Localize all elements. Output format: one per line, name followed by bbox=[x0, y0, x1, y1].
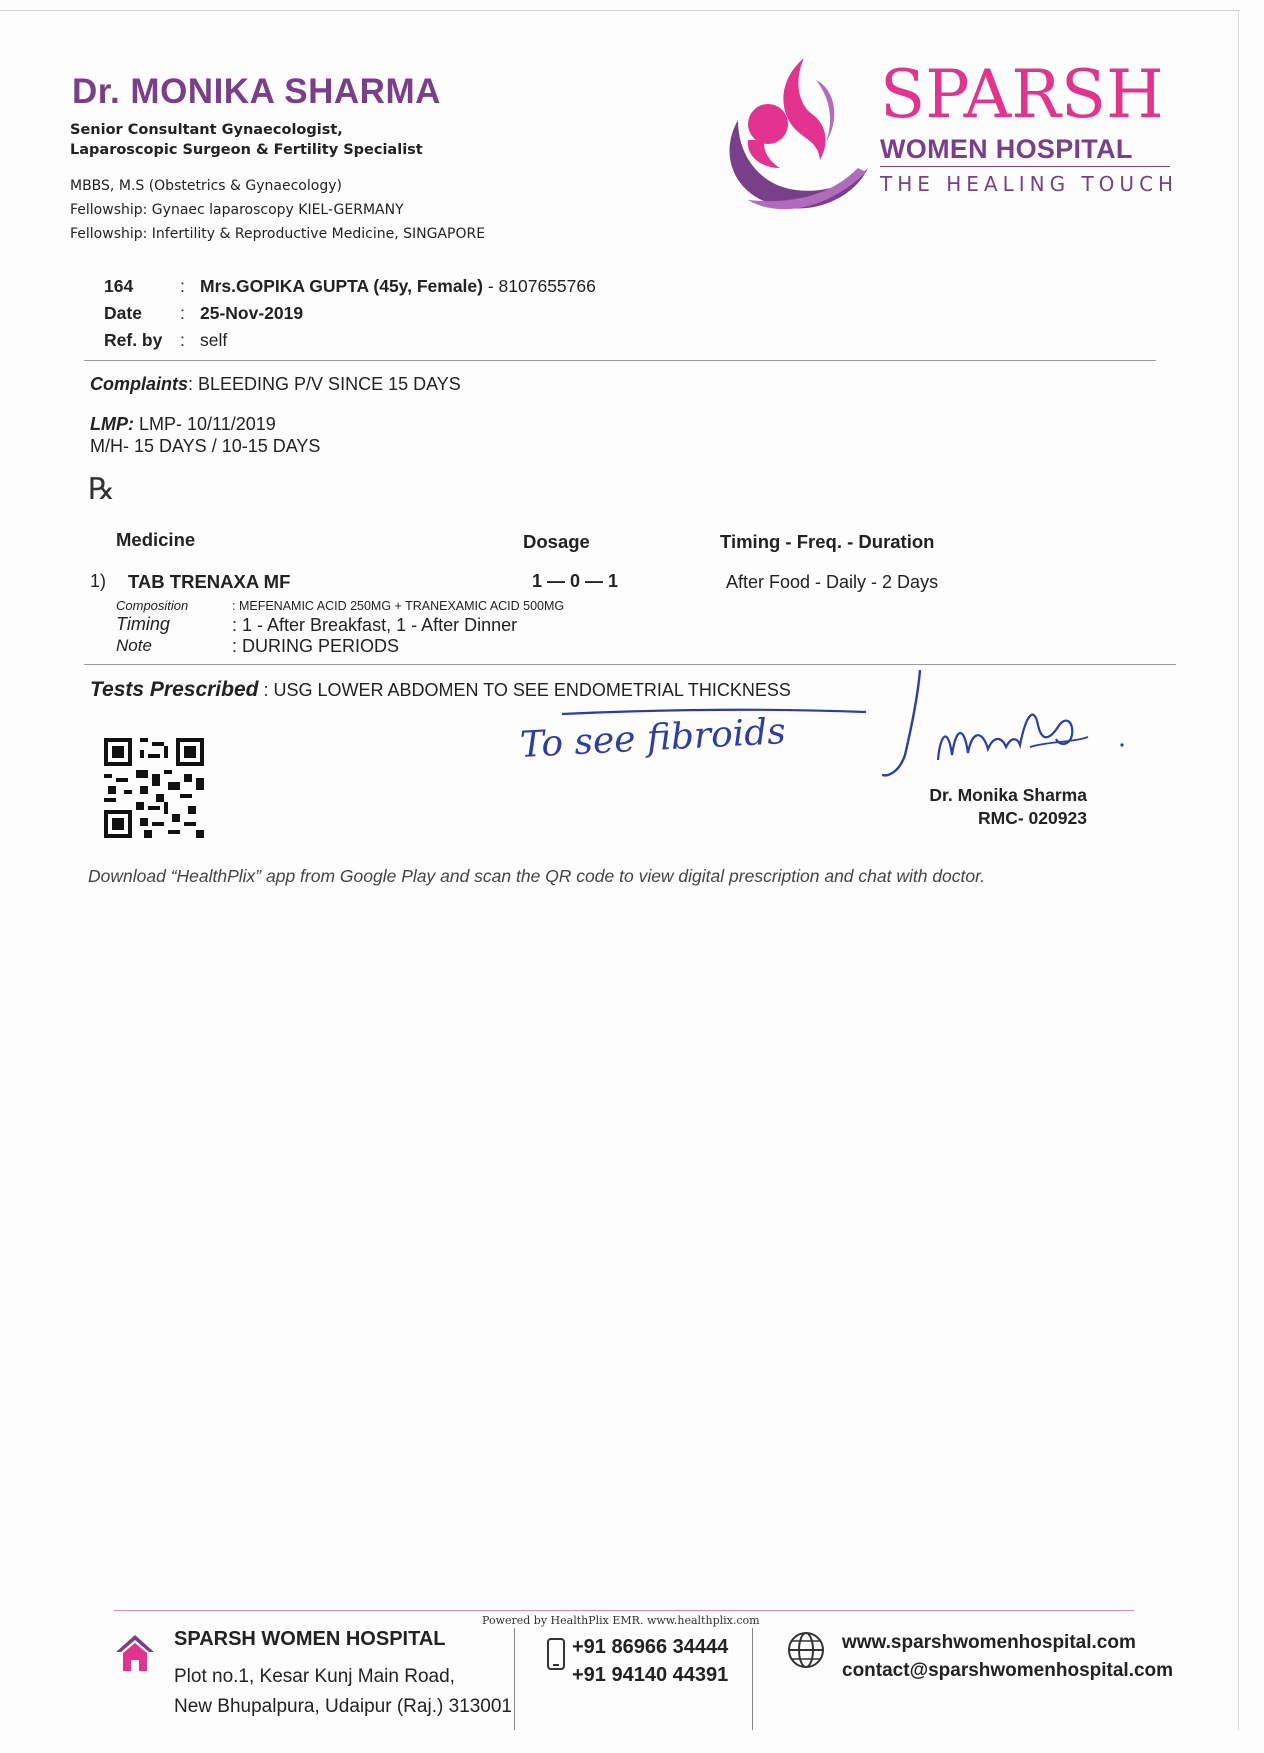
note-value: : DURING PERIODS bbox=[232, 636, 400, 656]
registration-number: RMC- 020923 bbox=[978, 808, 1087, 828]
tests-label: Tests Prescribed bbox=[90, 678, 259, 701]
footer-separator bbox=[514, 1628, 515, 1730]
signature-block bbox=[918, 784, 1087, 830]
qualification-line: Fellowship: Infertility & Reproductive Medicine, SINGAPORE bbox=[70, 226, 486, 242]
lmp-value: LMP- 10/11/2019 bbox=[134, 414, 276, 434]
medicine-name: TAB TRENAXA MF bbox=[128, 571, 291, 592]
patient-name: Mrs.GOPIKA GUPTA (45y, Female) bbox=[200, 276, 483, 296]
hospital-logo-tagline: THE HEALING TOUCH bbox=[880, 172, 1179, 196]
rx-icon: ℞ bbox=[88, 472, 115, 507]
page-top-border bbox=[0, 10, 1240, 11]
composition-value: : MEFENAMIC ACID 250MG + TRANEXAMIC ACID 500MG bbox=[232, 599, 565, 613]
doctor-signature bbox=[860, 665, 1130, 795]
page-right-border bbox=[1238, 10, 1239, 1730]
dosage-header: Dosage bbox=[523, 531, 590, 552]
mobile-phone-icon bbox=[546, 1638, 566, 1670]
globe-icon bbox=[786, 1630, 826, 1670]
qr-code-icon bbox=[104, 738, 204, 838]
qualification-line: Fellowship: Gynaec laparoscopy KIEL-GERMANY bbox=[70, 202, 404, 218]
timing-label: Timing bbox=[116, 614, 170, 634]
handwritten-note: To see fibroids bbox=[519, 711, 787, 766]
colon: : bbox=[180, 303, 185, 323]
medicine-header: Medicine bbox=[116, 529, 196, 550]
patient-ref-row bbox=[104, 330, 227, 351]
hospital-logo-subtitle: WOMEN HOSPITAL bbox=[880, 134, 1133, 164]
complaints-value: : BLEEDING P/V SINCE 15 DAYS bbox=[188, 374, 461, 394]
address-line: New Bhupalpura, Udaipur (Raj.) 313001 bbox=[174, 1696, 512, 1717]
ref-label: Ref. by bbox=[104, 330, 163, 350]
patient-phone: - 8107655766 bbox=[482, 276, 596, 296]
website-link[interactable]: www.sparshwomenhospital.com bbox=[842, 1632, 1136, 1653]
menstrual-history: M/H- 15 DAYS / 10-15 DAYS bbox=[90, 436, 321, 456]
complaints-label: Complaints bbox=[90, 374, 189, 394]
qualification-line: MBBS, M.S (Obstetrics & Gynaecology) bbox=[70, 178, 342, 194]
referred-by: self bbox=[200, 330, 228, 350]
email-link[interactable]: contact@sparshwomenhospital.com bbox=[842, 1660, 1174, 1681]
doctor-title-line: Senior Consultant Gynaecologist, bbox=[70, 122, 343, 138]
download-app-note: Download “HealthPlix” app from Google Play and scan the QR code to view digital prescription and chat with doctor. bbox=[88, 866, 986, 886]
hospital-logo-name: SPARSH bbox=[880, 56, 1164, 133]
colon: : bbox=[180, 330, 185, 350]
patient-id-row bbox=[104, 276, 596, 297]
medicine-dosage: 1 — 0 — 1 bbox=[532, 571, 619, 591]
doctor-qualifications bbox=[70, 174, 485, 246]
footer-address bbox=[174, 1662, 512, 1722]
footer-phone[interactable]: +91 94140 44391 bbox=[572, 1664, 729, 1686]
footer-separator bbox=[752, 1628, 753, 1730]
medicine-index: 1) bbox=[90, 571, 107, 591]
patient-date-row bbox=[104, 303, 303, 324]
medicine-timing: After Food - Daily - 2 Days bbox=[726, 572, 939, 592]
timing-detail: : 1 - After Breakfast, 1 - After Dinner bbox=[232, 615, 518, 635]
powered-by-text: Powered by HealthPlix EMR. www.healthplix.com bbox=[482, 1614, 760, 1627]
tests-value: : USG LOWER ABDOMEN TO SEE ENDOMETRIAL THICKNESS bbox=[258, 680, 791, 700]
logo-divider bbox=[880, 166, 1170, 167]
mother-child-hands-logo-icon bbox=[708, 50, 870, 215]
doctor-title bbox=[70, 120, 423, 160]
lmp bbox=[90, 414, 276, 435]
signer-name: Dr. Monika Sharma bbox=[929, 785, 1087, 805]
timing-header: Timing - Freq. - Duration bbox=[720, 531, 935, 552]
complaints bbox=[90, 374, 461, 395]
visit-date: 25-Nov-2019 bbox=[200, 303, 304, 323]
home-icon bbox=[114, 1632, 156, 1674]
tests-prescribed bbox=[90, 678, 791, 702]
footer-phone[interactable]: +91 86966 34444 bbox=[572, 1636, 729, 1658]
footer-hospital-name: SPARSH WOMEN HOSPITAL bbox=[174, 1628, 446, 1650]
divider bbox=[84, 360, 1156, 361]
doctor-name: Dr. MONIKA SHARMA bbox=[72, 72, 441, 111]
address-line: Plot no.1, Kesar Kunj Main Road, bbox=[174, 1666, 455, 1687]
footer-divider bbox=[114, 1610, 1134, 1611]
colon: : bbox=[180, 276, 185, 296]
patient-id: 164 bbox=[104, 276, 134, 296]
date-label: Date bbox=[104, 303, 142, 323]
doctor-title-line: Laparoscopic Surgeon & Fertility Specialist bbox=[70, 142, 423, 158]
composition-label: Composition bbox=[116, 598, 189, 613]
note-label: Note bbox=[116, 636, 152, 655]
lmp-label: LMP: bbox=[90, 414, 134, 434]
